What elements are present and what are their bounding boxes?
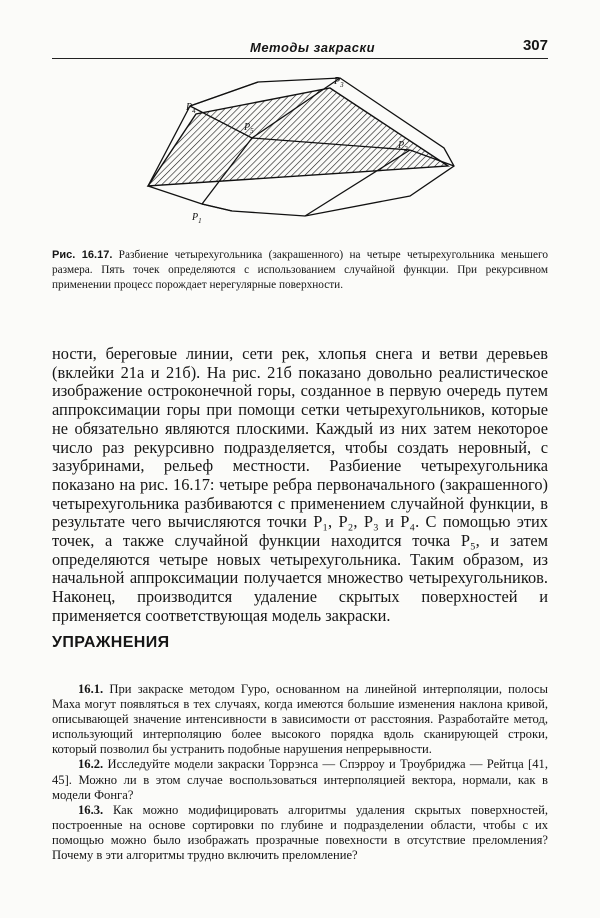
point-label-p5: $P_5$ <box>244 122 254 135</box>
section-heading: УПРАЖНЕНИЯ <box>52 634 170 651</box>
exercise-item <box>52 682 548 757</box>
exercise-number: 16.1. <box>78 682 104 696</box>
exercise-item <box>52 757 548 802</box>
exercise-number: 16.2. <box>78 757 104 772</box>
running-title: Методы закраски <box>250 40 376 55</box>
caption-label: Рис. 16.17. <box>52 249 113 261</box>
figure-caption <box>52 248 548 293</box>
running-header <box>52 36 548 59</box>
exercise-number: 16.3. <box>78 802 104 817</box>
figure-16-17 <box>140 66 470 232</box>
point-label-p2: $P_2$ <box>398 140 408 153</box>
body-paragraph: ности, береговые линии, сети рек, хлопья снега и ветви деревьев (вклейки 21а и 21б). На рис. 21б показано довольно реалистическое изображение остроконечной горы, созданное в первую очередь путем аппроксимации горы при помощи сетки четырехугольников, которые не обязательно являются плоскими. Каждый из них затем некоторое число раз рекурсивно подразделяется, чтобы создать неровный, с зазубринами, рельеф местности. Разбиение четырехугольника показано на рис. 16.17: четыре ребра первоначального (закрашенного) четырехугольника разбиваются с применением случайной функции, в результате чего вычисляются точки P₁, P₂, P₃ и P₄. С помощью этих точек, а также случайной функции находится точка P₅, и затем определяются четыре новых четырехугольника. Таким образом, из начальной аппроксимации получается множество четырехугольников. Наконец, производится удаление скрытых поверхностей и применяется соответствующая модель закраски. <box>52 344 548 625</box>
caption-text: Разбиение четырехугольника (закрашенного) на четыре четырехугольника меньшего размера. Пять точек определяются с использованием случайной функции. При рекурсивном применении процесс порождает нерегулярные поверхности. <box>52 249 548 291</box>
point-label-p4: $P_4$ <box>186 102 196 115</box>
exercise-item <box>52 803 548 863</box>
exercise-text: При закраске методом Гуро, основанном на линейной интерполяции, полосы Маха могут появляться в тех случаях, когда имеются большие изменения наклона кривой, описывающей значение интенсивности в зависимости от расстояния. Разработайте метод, использующий интерполяцию более высокого порядка вдоль сканирующей строки, который позволил бы устранить подобные нарушения непрерывности. <box>52 682 548 757</box>
point-label-p1: $P_1$ <box>192 212 202 225</box>
exercise-list <box>52 682 548 863</box>
point-label-p3: $P_3$ <box>334 76 344 89</box>
body-text <box>52 345 548 626</box>
shaded-quadrilateral <box>148 88 448 186</box>
exercise-text: Исследуйте модели закраски Торрэнса — Спэрроу и Троубриджа — Рейтца [41, 45]. Можно ли в этом случае воспользоваться интерполяцией вектора, нормали, как в модели Фонга? <box>52 757 548 802</box>
quadrilateral-subdivision-diagram <box>140 66 470 232</box>
exercise-text: Как можно модифицировать алгоритмы удаления скрытых поверхностей, построенные на основе сортировки по глубине и подразделении области, чтобы с их помощью можно было изображать прозрачные повехности в отсутствие преломления? Почему в эти алгоритмы трудно включить преломление? <box>52 802 548 863</box>
page-number: 307 <box>522 37 548 54</box>
